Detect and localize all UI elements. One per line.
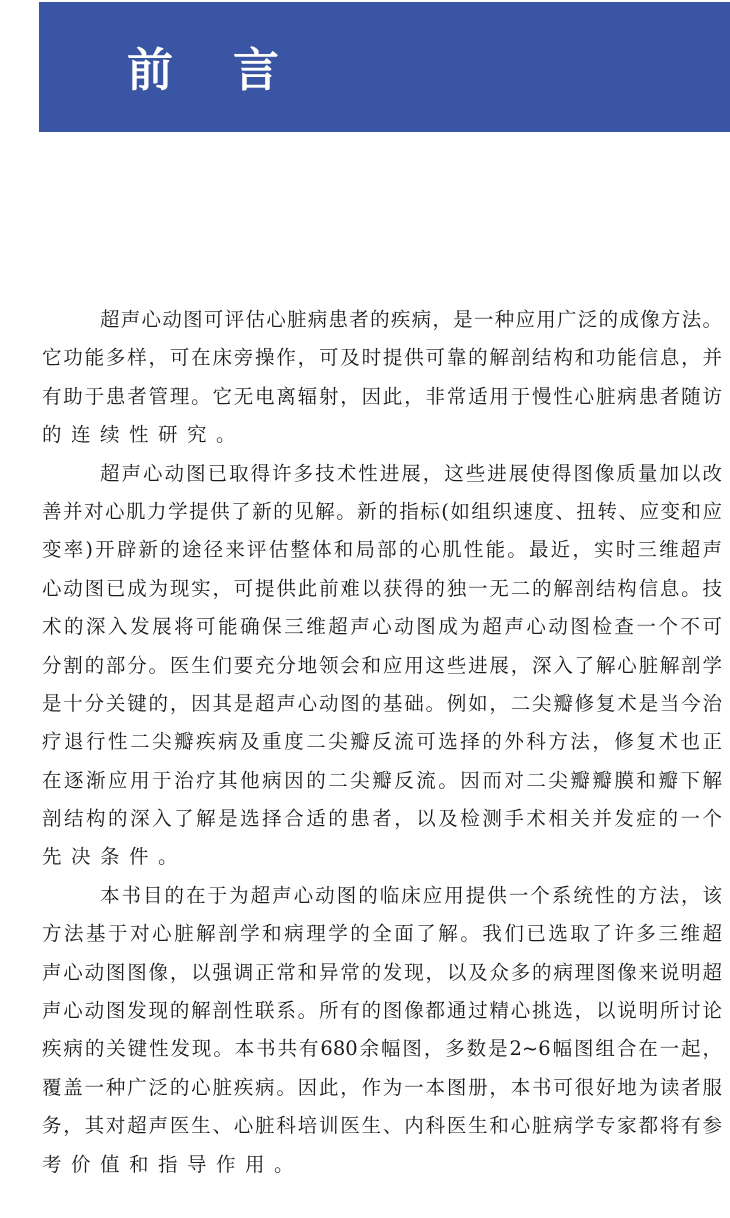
text-line: 超声心动图已取得许多技术性进展，这些进展使得图像质量加以改	[100, 461, 722, 485]
chapter-header-banner	[39, 2, 730, 132]
text-line: 方法基于对心脏解剖学和病理学的全面了解。我们已选取了许多三维超	[42, 922, 722, 946]
text-line: 有助于患者管理。它无电离辐射，因此，非常适用于慢性心脏病患者随访	[42, 384, 722, 408]
preface-body	[42, 301, 722, 1184]
text-line: 本书目的在于为超声心动图的临床应用提供一个系统性的方法，该	[100, 883, 722, 907]
text-line: 它功能多样，可在床旁操作，可及时提供可靠的解剖结构和功能信息，并	[42, 346, 722, 370]
text-line: 疗退行性二尖瓣疾病及重度二尖瓣反流可选择的外科方法，修复术也正	[42, 730, 722, 754]
text-line: 务，其对超声医生、心脏科培训医生、内科医生和心脏病学专家都将有参	[42, 1114, 722, 1138]
text-line: 心动图已成为现实，可提供此前难以获得的独一无二的解剖结构信息。技	[42, 576, 722, 600]
text-line: 的连续性研究。	[42, 423, 246, 447]
text-line: 覆盖一种广泛的心脏疾病。因此，作为一本图册，本书可很好地为读者服	[42, 1075, 722, 1099]
text-line: 术的深入发展将可能确保三维超声心动图成为超声心动图检查一个不可	[42, 615, 722, 639]
text-line: 变率)开辟新的途径来评估整体和局部的心肌性能。最近，实时三维超声	[42, 538, 722, 562]
text-line: 善并对心肌力学提供了新的见解。新的指标(如组织速度、扭转、应变和应	[42, 499, 722, 523]
text-line: 考价值和指导作用。	[42, 1152, 304, 1176]
text-line: 疾病的关键性发现。本书共有680余幅图，多数是2~6幅图组合在一起，	[42, 1037, 722, 1061]
paragraph	[42, 877, 722, 1184]
text-line: 分割的部分。医生们要充分地领会和应用这些进展，深入了解心脏解剖学	[42, 653, 722, 677]
paragraph	[42, 455, 722, 877]
chapter-title: 前 言	[127, 43, 302, 97]
text-line: 声心动图图像，以强调正常和异常的发现，以及众多的病理图像来说明超	[42, 960, 722, 984]
text-line: 在逐渐应用于治疗其他病因的二尖瓣反流。因而对二尖瓣瓣膜和瓣下解	[42, 768, 722, 792]
paragraph	[42, 301, 722, 455]
text-line: 是十分关键的，因其是超声心动图的基础。例如，二尖瓣修复术是当今治	[42, 691, 722, 715]
text-line: 声心动图发现的解剖性联系。所有的图像都通过精心挑选，以说明所讨论	[42, 999, 722, 1023]
text-line: 先决条件。	[42, 845, 188, 869]
text-line: 剖结构的深入了解是选择合适的患者，以及检测手术相关并发症的一个	[42, 807, 722, 831]
text-line: 超声心动图可评估心脏病患者的疾病，是一种应用广泛的成像方法。	[100, 308, 722, 331]
